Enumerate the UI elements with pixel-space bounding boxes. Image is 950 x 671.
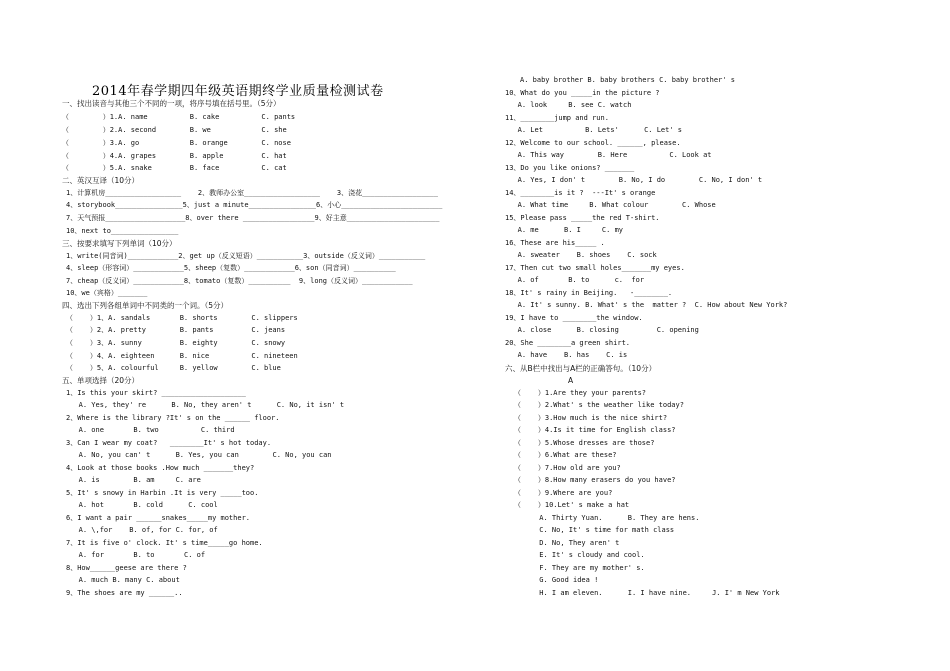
s6-row: （ ）8.How many erasers do you have? (514, 476, 676, 484)
s5-cont-row: A. have B. has C. is (505, 351, 628, 359)
s5-row: 9、The shoes are my ______.. (66, 589, 183, 597)
s5-row: 6、I want a pair ______snakes_____my mother. (66, 514, 251, 522)
s5-row: A. one B. two C. third (66, 426, 235, 434)
s6-option: G. Good idea ! (514, 576, 599, 584)
s6-option: H. I am eleven. I. I have nine. J. I' m New York (514, 589, 780, 597)
s5-row: A. Yes, they' re B. No, they aren' t C. No, it isn' t (66, 401, 345, 409)
s1-row: （ ）1.A. name B. cake C. pants (62, 113, 296, 121)
s5-cont-row: A. Yes, I don' t B. No, I do C. No, I don' t (505, 176, 763, 184)
s5-cont-row: 13、Do you like onions? _______ (505, 164, 635, 172)
s6-row: （ ）4.Is it time for English class? (514, 426, 676, 434)
s3-row: 1、write(同音词)____________2、get up（反义短语）___________3、outside（反义词）___________ (66, 252, 426, 260)
s5-cont-row: A. me B. I C. my (505, 226, 624, 234)
s3-row: 7、cheap（反义词）____________8、tomato（复数）__________ 9、long（反义词）____________ (66, 277, 413, 285)
s5-cont-row: A. look B. see C. watch (505, 101, 632, 109)
s6-option: E. It' s cloudy and cool. (514, 551, 645, 559)
s6-option: D. No, They aren' t (514, 539, 620, 547)
s5-cont-row: 17、Then cut two small holes_______my eyes. (505, 264, 685, 272)
s5-cont-row: 15、Please pass _____the red T-shirt. (505, 214, 660, 222)
s2-row: 7、天气预报___________________8、over there _________________9、好主意______________________ (66, 214, 440, 222)
section-5-heading: 五、单项选择（20分） (62, 376, 140, 385)
section-4-heading: 四、选出下列各组单词中不同类的一个词。（5分） (62, 301, 229, 310)
s5-cont-row: A. close B. closing C. opening (505, 326, 699, 334)
s4-row: （ ）4、A. eighteen B. nice C. nineteen (66, 352, 298, 360)
section-3-heading: 三、按要求填写下列单词（10分） (62, 239, 177, 248)
s5-cont-row: A. This way B. Here C. Look at (505, 151, 712, 159)
s4-row: （ ）1、A. sandals B. shorts C. slippers (66, 314, 298, 322)
s5-cont-row: 12、Welcome to our school. ______, please. (505, 139, 681, 147)
s6-row: （ ）2.What' s the weather like today? (514, 401, 684, 409)
s5-cont-row: A. Let B. Lets' C. Let' s (505, 126, 683, 134)
s6-row: （ ）10.Let' s make a hat (514, 501, 630, 509)
s5-row: 2、Where is the library ?It' s on the ______ floor. (66, 414, 280, 422)
s5-cont-row: A. baby brother B. baby brothers C. baby brother' s (520, 76, 735, 84)
s5-cont-row: 16、These are his_____ . (505, 239, 605, 247)
s5-cont-row: 10、What do you _____in the picture ? (505, 89, 660, 97)
section-6-heading: 六、从B栏中找出与A栏的正确答句。（10分） (505, 364, 657, 373)
s6-option: F. They are my mother' s. (514, 564, 645, 572)
s2-row: 1、计算机房__________________ 2、教师办公室__________________ 3、浇花__________________ (66, 189, 438, 197)
s6-row: （ ）5.Whose dresses are those? (514, 439, 655, 447)
s5-row: A. \,for B. of, for C. for, of (66, 526, 218, 534)
s4-row: （ ）5、A. colourful B. yellow C. blue (66, 364, 281, 372)
section-1-heading: 一、找出读音与其他三个不同的一项，将序号填在括号里。（5分） (62, 99, 281, 108)
s5-row: A. hot B. cold C. cool (66, 501, 218, 509)
section-2-heading: 二、英汉互译（10分） (62, 176, 140, 185)
s5-cont-row: A. It' s sunny. B. What' s the matter ? C. How about New York? (505, 301, 788, 309)
s3-row: 10、we（宾格）_______ (66, 289, 148, 297)
s5-cont-row: A. of B. to c. for (505, 276, 645, 284)
s4-row: （ ）3、A. sunny B. eighty C. snowy (66, 339, 286, 347)
s6-row: （ ）1.Are they your parents? (514, 389, 647, 397)
s5-row: 1、Is this your skirt? ____________________ (66, 389, 246, 397)
s6-row: （ ）6.What are these? (514, 451, 617, 459)
s5-cont-row: A. sweater B. shoes C. sock (505, 251, 657, 259)
s5-cont-row: 19、I have to ________the window. (505, 314, 643, 322)
s5-cont-row: 14、________is it ? ---It' s orange (505, 189, 656, 197)
s5-cont-row: 18、It' s rainy in Beijing. -________. (505, 289, 673, 297)
s5-row: 5、It' s snowy in Harbin .It is very _____too. (66, 489, 259, 497)
s2-row: 4、storybook________________5、just a minute________________6、小心________________________ (66, 201, 443, 209)
s1-row: （ ）3.A. go B. orange C. nose (62, 139, 291, 147)
s5-row: A. is B. am C. are (66, 476, 201, 484)
column-a-label: A (568, 376, 574, 385)
s5-row: 8、How______geese are there ? (66, 564, 187, 572)
s1-row: （ ）2.A. second B. we C. she (62, 126, 287, 134)
s5-cont-row: A. What time B. What colour C. Whose (505, 201, 716, 209)
s5-row: 3、Can I wear my coat? ________It' s hot today. (66, 439, 272, 447)
s1-row: （ ）4.A. grapes B. apple C. hat (62, 152, 287, 160)
s6-option: A. Thirty Yuan. B. They are hens. (514, 514, 700, 522)
s5-row: 4、Look at those books .How much _______they? (66, 464, 255, 472)
s5-cont-row: 11、________jump and run. (505, 114, 609, 122)
s3-row: 4、sleep（形容词）____________5、sheep（复数）____________6、son（同音词）__________ (66, 264, 396, 272)
s6-option: C. No, It' s time for math class (514, 526, 675, 534)
s6-row: （ ）7.How old are you? (514, 464, 621, 472)
s5-row: A. No, you can' t B. Yes, you can C. No, you can (66, 451, 332, 459)
s5-row: 7、It is five o' clock. It' s time_____go home. (66, 539, 263, 547)
s5-row: A. for B. to C. of (66, 551, 206, 559)
s6-row: （ ）9.Where are you? (514, 489, 613, 497)
s6-row: （ ）3.How much is the nice shirt? (514, 414, 668, 422)
page-title: 2014年春学期四年级英语期终学业质量检测试卷 (92, 84, 384, 99)
s5-row: A. much B. many C. about (66, 576, 180, 584)
s2-row: 10、next to________________ (66, 227, 179, 235)
s1-row: （ ）5.A. snake B. face C. cat (62, 164, 287, 172)
s4-row: （ ）2、A. pretty B. pants C. jeans (66, 326, 286, 334)
s5-cont-row: 20、She ________a green shirt. (505, 339, 631, 347)
